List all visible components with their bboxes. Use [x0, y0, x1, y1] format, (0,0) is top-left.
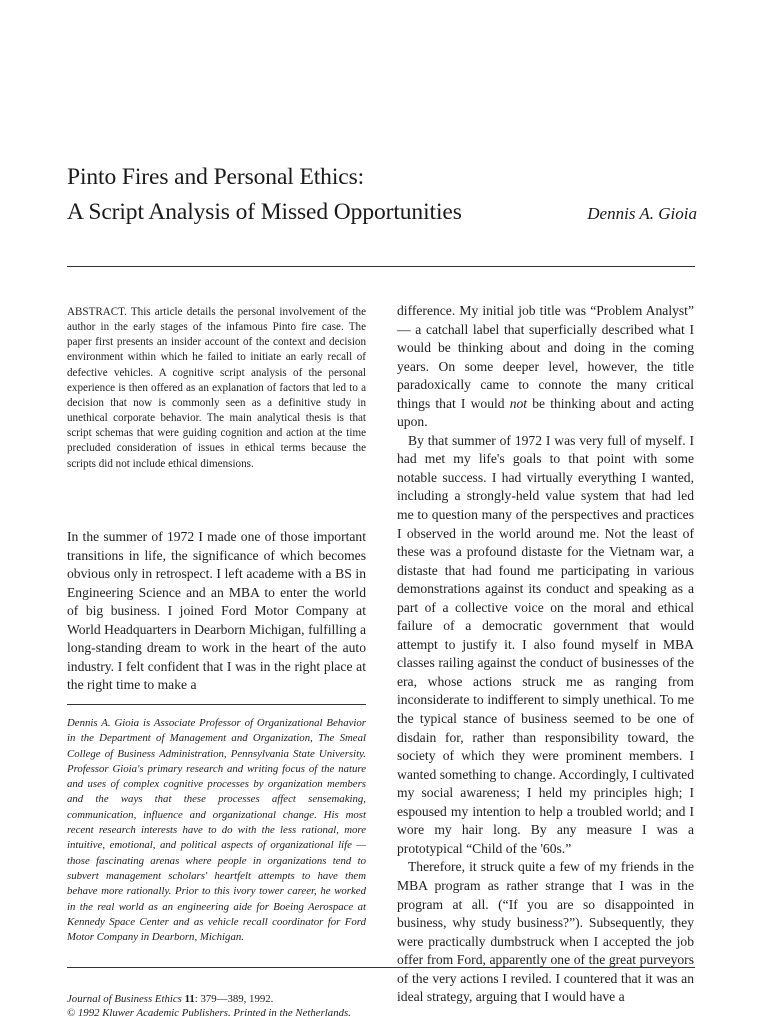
body-paragraph — [397, 302, 694, 432]
footer-divider — [67, 967, 695, 968]
body-paragraph: Therefore, it struck quite a few of my friends in the MBA program as rather strange that I was in the program at all. (“If you are so disappointed in business, why study business?”). Subsequently, they were practically dumbstruck when I accepted the job offer from Ford, apparently one of the great purveyors of the very actions I reviled. I countered that it was an ideal strategy, arguing that I would have a — [397, 859, 694, 1005]
body-paragraph: In the summer of 1972 I made one of those important transitions in life, the significance of which becomes obvious only in retrospect. I left academe with a BS in Engineering Science and an MBA to enter the world of big business. I joined Ford Motor Company at World Headquarters in Dearborn Michigan, fulfilling a long-standing dream to work in the heart of the auto industry. I felt confident that I was in the right place at the right time to make a — [67, 529, 366, 693]
emphasis-text: not — [509, 395, 528, 411]
abstract-label: ABSTRACT. — [67, 306, 127, 318]
article-title-line-1: Pinto Fires and Personal Ethics: — [67, 164, 365, 190]
header-divider — [67, 266, 695, 267]
body-column-left — [67, 528, 366, 695]
copyright-line: © 1992 Kluwer Academic Publishers. Printed in the Netherlands. — [67, 1007, 351, 1019]
abstract — [67, 305, 366, 472]
article-title-line-2: A Script Analysis of Missed Opportunities — [67, 199, 462, 225]
footnote-divider — [67, 704, 366, 705]
journal-pages: : 379—389, 1992. — [194, 993, 274, 1005]
author-name: Dennis A. Gioia — [587, 204, 697, 223]
body-column-right — [397, 302, 694, 1007]
abstract-text: This article details the personal involvement of the author in the early stages of the infamous Pinto fire case. The paper first presents an insider account of the context and decision environment within which he failed to initiate an early recall of defective vehicles. A cognitive script analysis of the personal experience is then offered as an explanation of factors that led to a decision that now is commonly seen as a definitive study in unethical corporate behavior. The main analytical thesis is that script schemas that were guiding cognition and action at the time precluded consideration of issues in ethical terms because the scripts did not include ethical dimensions. — [67, 306, 366, 470]
author-footnote: Dennis A. Gioia is Associate Professor of Organizational Behavior in the Department of Management and Organization, The Smeal College of Business Administration, Pennsylvania State University. Professor Gioia's primary research and writing focus of the nature and uses of complex cognitive processes by organization members and the ways that these processes affect sensemaking, communication, influence and organizational change. His most recent research interests have to do with the less rational, more intuitive, emotional, and political aspects of organizational life — those fascinating arenas where people in organizations tend to subvert management scholars' heartfelt attempts to have them behave more rationally. Prior to this ivory tower career, he worked in the real world as an engineering aide for Boeing Aerospace at Kennedy Space Center and as vehicle recall coordinator for Ford Motor Company in Dearborn, Michigan. — [67, 717, 366, 944]
paragraph-text: be thinking about and acting upon. — [397, 395, 694, 430]
citation-line — [67, 992, 467, 1006]
paragraph-text: difference. My initial job title was “Problem Analyst” — a catchall label that superficially described what I would be thinking about and doing in the coming years. On some deeper level, however, the title paradoxically came to connote the many critical things that I would — [397, 303, 694, 411]
journal-volume: 11 — [184, 993, 195, 1005]
body-paragraph: By that summer of 1972 I was very full of myself. I had met my life's goals to that point with some notable success. I had virtually everything I wanted, including a strongly-held value system that had led me to question many of the perspectives and practices I observed in the world around me. Not the least of these was a profound distaste for the Vietnam war, a distaste that had found me participating in various demonstrations against its conduct and speaking as a part of a collective voice on the moral and ethical failure of a democratic government that would attempt to justify it. I also found myself in MBA classes railing against the conduct of businesses of the era, whose actions struck me as ranging from inconsiderate to indifferent to simply unethical. To me the typical stance of business seemed to be one of disdain for, rather than responsibility toward, the society of which they were prominent members. I wanted something to change. Accordingly, I cultivated my social awareness; I held my principles high; I espoused my intention to help a troubled world; and I wore my hair long. By any measure I was a prototypical “Child of the '60s.” — [397, 432, 694, 856]
journal-name: Journal of Business Ethics — [67, 993, 185, 1005]
journal-footer — [67, 992, 467, 1020]
title-block — [67, 160, 697, 230]
